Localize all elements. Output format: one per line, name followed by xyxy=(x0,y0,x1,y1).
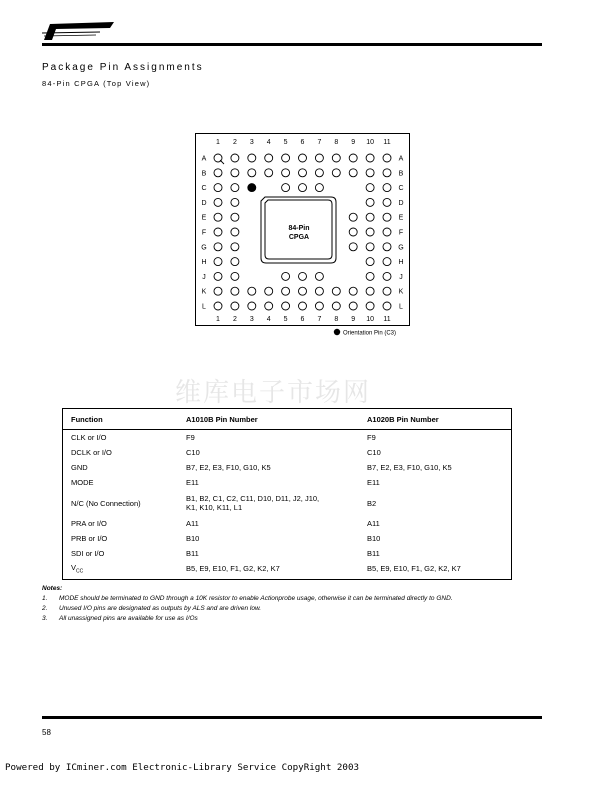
table-row xyxy=(63,460,512,475)
a1010b-cell-line1: B1, B2, C1, C2, C11, D10, D11, J2, J10, xyxy=(186,494,320,503)
pin xyxy=(383,198,391,206)
note-number: 1. xyxy=(42,595,48,602)
pin xyxy=(383,243,391,251)
pin xyxy=(366,243,374,251)
pin xyxy=(214,258,222,266)
row-label: H xyxy=(201,259,207,267)
pin xyxy=(231,243,239,251)
pin xyxy=(282,302,290,310)
orientation-pin xyxy=(248,184,256,192)
cpga-pin-diagram xyxy=(195,133,420,341)
column-label: 9 xyxy=(351,139,356,146)
function-cell: CLK or I/O xyxy=(71,433,107,442)
pin xyxy=(299,169,307,177)
column-label: 5 xyxy=(283,316,288,323)
pin xyxy=(231,198,239,206)
table-row xyxy=(63,490,512,516)
pin xyxy=(214,243,222,251)
orientation-pin-legend: Orientation Pin (C3) xyxy=(343,330,397,337)
pin xyxy=(214,287,222,295)
pin xyxy=(366,302,374,310)
pin xyxy=(366,198,374,206)
function-cell: PRB or I/O xyxy=(71,534,108,543)
pin xyxy=(265,302,273,310)
pin xyxy=(349,169,357,177)
a1-marker xyxy=(220,160,224,164)
column-label: 1 xyxy=(216,316,220,323)
column-label: 11 xyxy=(383,139,391,146)
pin xyxy=(248,154,256,162)
pin xyxy=(383,258,391,266)
vcc-subscript: CC xyxy=(76,568,84,575)
column-label: 2 xyxy=(232,316,237,323)
pin xyxy=(299,287,307,295)
a1020b-cell: B7, E2, E3, F10, G10, K5 xyxy=(367,463,452,472)
a1020b-cell: B11 xyxy=(367,549,380,558)
pin xyxy=(315,287,323,295)
column-label: 3 xyxy=(249,139,254,146)
pin xyxy=(214,302,222,310)
column-label: 5 xyxy=(283,139,288,146)
a1020b-cell: B5, E9, E10, F1, G2, K2, K7 xyxy=(367,564,461,574)
copyright-footer: Powered by ICminer.com Electronic-Library Service CopyRight 2003 xyxy=(5,762,360,773)
pin xyxy=(214,169,222,177)
a1020b-cell: B2 xyxy=(367,498,377,508)
note-item xyxy=(42,615,562,622)
pin xyxy=(349,154,357,162)
column-labels-bottom xyxy=(216,316,391,323)
pin xyxy=(214,272,222,280)
pin xyxy=(349,228,357,236)
function-cell: MODE xyxy=(71,478,94,487)
note-item xyxy=(42,595,562,602)
table-row xyxy=(63,475,512,490)
page-title: Package Pin Assignments xyxy=(42,62,204,73)
pin xyxy=(214,184,222,192)
note-number: 3. xyxy=(42,615,48,622)
pin xyxy=(349,213,357,221)
a1010b-cell: E11 xyxy=(186,478,199,487)
row-label: E xyxy=(398,214,404,222)
pin xyxy=(248,169,256,177)
notes-title: Notes: xyxy=(42,585,63,592)
column-labels-top xyxy=(216,139,391,146)
a1020b-cell: E11 xyxy=(367,478,380,487)
row-label: B xyxy=(398,170,404,178)
pin xyxy=(282,287,290,295)
a1010b-cell xyxy=(178,490,359,516)
pin xyxy=(282,272,290,280)
pin xyxy=(366,213,374,221)
pin xyxy=(383,287,391,295)
column-label: 8 xyxy=(334,316,339,323)
pin xyxy=(332,169,340,177)
function-cell xyxy=(63,561,179,579)
column-label: 4 xyxy=(266,316,271,323)
a1010b-cell: A11 xyxy=(186,519,199,528)
row-label: G xyxy=(201,244,207,252)
function-cell: DCLK or I/O xyxy=(71,448,112,457)
pin xyxy=(214,228,222,236)
pin xyxy=(366,258,374,266)
column-label: 10 xyxy=(366,139,374,146)
row-label: J xyxy=(202,273,206,281)
orientation-pin-legend-dot xyxy=(334,329,340,335)
pin xyxy=(282,184,290,192)
row-label: K xyxy=(201,288,207,296)
pin xyxy=(366,169,374,177)
pin xyxy=(231,184,239,192)
column-label: 7 xyxy=(317,316,322,323)
row-label: G xyxy=(398,244,404,252)
table-row xyxy=(63,430,512,446)
a1020b-cell: F9 xyxy=(367,433,376,442)
pin xyxy=(214,198,222,206)
pin xyxy=(299,184,307,192)
page-subtitle: 84-Pin CPGA (Top View) xyxy=(42,79,151,88)
pin xyxy=(383,169,391,177)
pin xyxy=(299,154,307,162)
watermark: 维库电子市场网 xyxy=(175,378,372,408)
pin xyxy=(315,169,323,177)
pin xyxy=(231,258,239,266)
note-text: All unassigned pins are available for use as I/Os xyxy=(59,615,198,622)
pin xyxy=(231,302,239,310)
row-label: L xyxy=(399,303,403,311)
pin xyxy=(282,154,290,162)
row-label: J xyxy=(399,273,403,281)
table-row xyxy=(63,546,512,561)
pin xyxy=(315,154,323,162)
row-label: H xyxy=(398,259,404,267)
row-label: A xyxy=(398,155,404,163)
pin xyxy=(231,169,239,177)
column-label: 6 xyxy=(300,139,305,146)
pin xyxy=(315,302,323,310)
a1010b-cell-line2: K1, K10, K11, L1 xyxy=(186,503,243,512)
column-label: 1 xyxy=(216,139,220,146)
header-function: Function xyxy=(63,409,179,430)
table-row xyxy=(63,561,512,579)
column-label: 10 xyxy=(366,316,374,323)
pin xyxy=(349,287,357,295)
pin xyxy=(315,272,323,280)
vcc-symbol: V xyxy=(71,563,77,572)
header-a1010b: A1010B Pin Number xyxy=(178,409,359,430)
table-row xyxy=(63,445,512,460)
row-label: D xyxy=(398,199,404,207)
row-label: F xyxy=(201,229,207,237)
pin-function-table xyxy=(62,408,512,580)
pin xyxy=(231,272,239,280)
pin xyxy=(214,213,222,221)
a1020b-cell: A11 xyxy=(367,519,380,528)
note-item xyxy=(42,605,562,612)
column-label: 11 xyxy=(383,316,391,323)
package-label-line1: 84-Pin xyxy=(288,225,310,232)
a1020b-cell: B10 xyxy=(367,534,381,543)
column-label: 4 xyxy=(266,139,271,146)
pin xyxy=(315,184,323,192)
a1010b-cell: B7, E2, E3, F10, G10, K5 xyxy=(186,463,271,472)
column-label: 7 xyxy=(317,139,322,146)
pin xyxy=(383,228,391,236)
pin xyxy=(248,302,256,310)
pin xyxy=(383,184,391,192)
table-header-row xyxy=(63,409,512,430)
row-label: D xyxy=(201,199,207,207)
pin-grid xyxy=(214,154,391,310)
row-label: L xyxy=(202,303,206,311)
row-label: C xyxy=(398,185,404,193)
pin xyxy=(265,287,273,295)
function-cell: PRA or I/O xyxy=(71,519,107,528)
row-label: B xyxy=(201,170,207,178)
pin xyxy=(383,154,391,162)
pin xyxy=(231,287,239,295)
row-label: E xyxy=(201,214,207,222)
function-cell: N/C (No Connection) xyxy=(71,498,141,508)
pin xyxy=(366,154,374,162)
column-label: 6 xyxy=(300,316,305,323)
pin xyxy=(282,169,290,177)
row-label: C xyxy=(201,185,207,193)
pin xyxy=(349,243,357,251)
table-row xyxy=(63,531,512,546)
pin xyxy=(231,154,239,162)
row-labels-right xyxy=(398,156,403,311)
pin xyxy=(366,184,374,192)
header-rule xyxy=(42,43,542,46)
column-label: 9 xyxy=(351,316,356,323)
pin xyxy=(231,228,239,236)
a1010b-cell: B10 xyxy=(186,534,200,543)
column-label: 8 xyxy=(334,139,339,146)
a1020b-cell: C10 xyxy=(367,448,381,457)
pin xyxy=(299,302,307,310)
a1010b-cell: B5, E9, E10, F1, G2, K2, K7 xyxy=(186,564,280,574)
row-label: A xyxy=(201,155,207,163)
pin xyxy=(332,287,340,295)
a1010b-cell: F9 xyxy=(186,433,195,442)
a1010b-cell: C10 xyxy=(186,448,200,457)
a1010b-cell: B11 xyxy=(186,549,199,558)
row-label: F xyxy=(398,229,404,237)
notes xyxy=(42,585,562,625)
pin xyxy=(383,302,391,310)
footer-rule xyxy=(42,716,542,719)
pin xyxy=(332,154,340,162)
column-label: 3 xyxy=(249,316,254,323)
pin xyxy=(366,272,374,280)
actel-logo xyxy=(40,20,116,42)
pin xyxy=(265,154,273,162)
pin xyxy=(299,272,307,280)
pin xyxy=(383,213,391,221)
pin xyxy=(231,213,239,221)
note-text: MODE should be terminated to GND through a 10K resistor to enable Actionprobe usage, otherwise it can be terminated directly to GND. xyxy=(59,595,453,602)
row-labels-left xyxy=(201,156,206,311)
pin xyxy=(332,302,340,310)
header-a1020b: A1020B Pin Number xyxy=(359,409,512,430)
pin xyxy=(383,272,391,280)
note-text: Unused I/O pins are designated as outputs by ALS and are driven low. xyxy=(59,605,262,612)
pin xyxy=(366,228,374,236)
pin xyxy=(265,169,273,177)
pin xyxy=(366,287,374,295)
note-number: 2. xyxy=(42,605,48,612)
page-number: 58 xyxy=(42,728,51,737)
package-label-line2: CPGA xyxy=(288,234,310,241)
column-label: 2 xyxy=(232,139,237,146)
row-label: K xyxy=(398,288,404,296)
function-cell: GND xyxy=(71,463,88,472)
table-row xyxy=(63,516,512,531)
pin xyxy=(248,287,256,295)
pin xyxy=(349,302,357,310)
function-cell: SDI or I/O xyxy=(71,549,105,558)
